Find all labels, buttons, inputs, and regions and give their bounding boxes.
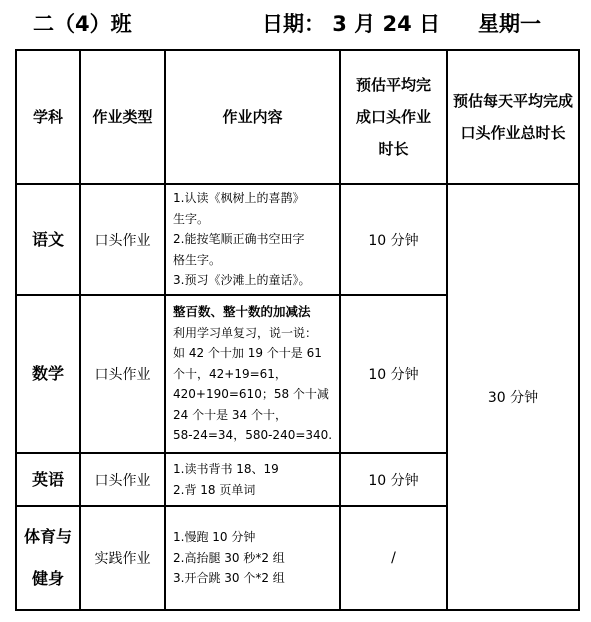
type-cell: 实践作业	[80, 506, 165, 610]
content-line: 2.背 18 页单词	[173, 482, 256, 497]
content-line: 3.开合跳 30 个*2 组	[173, 571, 285, 586]
content-line: 2.能按笔顺正确书空田字	[173, 232, 305, 247]
homework-table	[15, 49, 580, 611]
content-cell	[165, 453, 340, 506]
time-cell: 10 分钟	[340, 295, 447, 453]
column-header-type: 作业类型	[80, 50, 165, 184]
column-header-total-time	[447, 50, 579, 184]
time-cell: 10 分钟	[340, 453, 447, 506]
subject-cell	[16, 506, 80, 610]
time-cell: /	[340, 506, 447, 610]
content-line: 2.高抬腿 30 秒*2 组	[173, 550, 285, 565]
type-cell: 口头作业	[80, 453, 165, 506]
content-line: 24 个十是 34 个十，	[173, 407, 287, 422]
content-line: 格生字。	[173, 252, 222, 267]
column-header-avg-time-line: 预估平均完	[355, 76, 431, 94]
subject-cell: 英语	[16, 453, 80, 506]
column-header-total-time-line: 口头作业总时长	[460, 124, 566, 142]
content-title: 整百数、整十数的加减法	[173, 304, 311, 320]
column-header-avg-time-line: 时长	[378, 140, 409, 158]
content-line: 利用学习单复习，说一说：	[173, 325, 318, 340]
subject-cell: 数学	[16, 295, 80, 453]
total-time-cell: 30 分钟	[447, 184, 579, 610]
content-line: 1.读书背书 18、19	[173, 462, 279, 476]
column-header-subject: 学科	[16, 50, 80, 184]
subject-line: 体育与	[23, 527, 72, 546]
table-row	[16, 184, 579, 295]
type-cell: 口头作业	[80, 295, 165, 453]
date: 日期： 3 月 24 日	[262, 12, 441, 36]
column-header-total-time-line: 预估每天平均完成	[452, 92, 573, 110]
header-row	[16, 50, 579, 184]
weekday: 星期一	[478, 12, 541, 36]
content-line: 3.预习《沙滩上的童话》。	[173, 273, 311, 288]
content-line: 生字。	[173, 211, 210, 226]
content-line: 如 42 个十加 19 个十是 61	[173, 346, 322, 361]
content-cell	[165, 295, 340, 453]
subject-cell: 语文	[16, 184, 80, 295]
content-line: 1.认读《枫树上的喜鹊》	[173, 191, 305, 206]
type-cell: 口头作业	[80, 184, 165, 295]
column-header-avg-time-line: 成口头作业	[355, 108, 431, 126]
column-header-content: 作业内容	[165, 50, 340, 184]
time-cell: 10 分钟	[340, 184, 447, 295]
content-cell	[165, 184, 340, 295]
column-header-avg-time	[340, 50, 447, 184]
content-line: 个十，42+19=61，	[173, 366, 287, 381]
class-name: 二（4）班	[33, 12, 132, 36]
content-line: 420+190=610；58 个十减	[173, 387, 329, 402]
subject-line: 健身	[31, 569, 64, 588]
content-line: 1.慢跑 10 分钟	[173, 530, 256, 545]
content-cell	[165, 506, 340, 610]
header	[0, 6, 591, 36]
content-line: 58-24=34，580-240=340.	[173, 428, 333, 443]
